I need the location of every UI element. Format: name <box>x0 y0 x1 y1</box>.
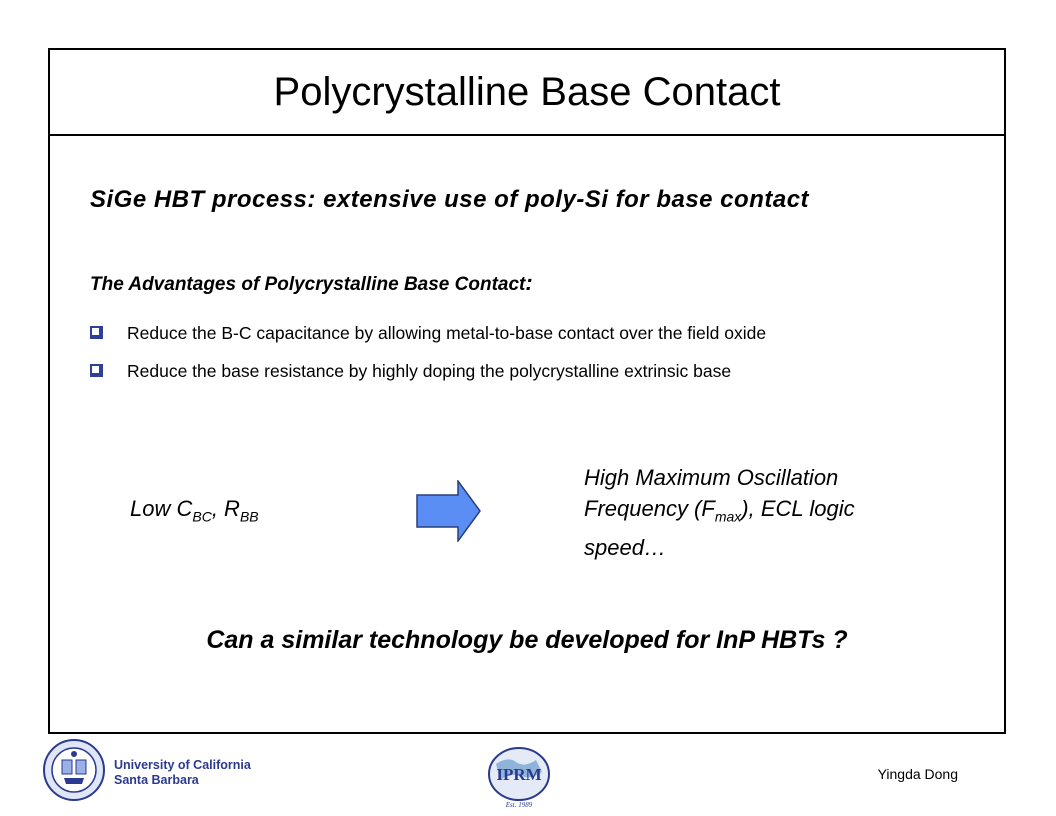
low-c-text: Low C <box>130 496 193 521</box>
right-arrow-icon <box>416 480 482 542</box>
title-bar <box>50 50 1004 136</box>
c-subscript: BC <box>192 508 212 525</box>
bullet-text: Reduce the B-C capacitance by allowing metal-to-base contact over the field oxide <box>127 323 767 343</box>
ecl-text: ), ECL logic <box>741 496 855 521</box>
r-subscript: BB <box>239 508 259 525</box>
iprm-est-text: Est. 1989 <box>505 801 533 809</box>
iprm-logo-text: IPRM <box>496 765 542 784</box>
slide-subtitle: SiGe HBT process: extensive use of poly-Si for base contact <box>90 186 810 213</box>
square-bullet-icon <box>90 326 103 339</box>
advantages-heading-colon: : <box>525 270 533 295</box>
advantages-list <box>90 318 990 394</box>
author-name: Yingda Dong <box>877 766 958 782</box>
university-name <box>114 758 251 788</box>
university-line-1: University of California <box>114 758 251 772</box>
list-item <box>90 318 990 348</box>
high-line-1: High Maximum Oscillation <box>584 465 839 490</box>
list-item <box>90 356 990 386</box>
high-line-2 <box>584 493 944 532</box>
bullet-text: Reduce the base resistance by highly doping the polycrystalline extrinsic base <box>127 361 732 381</box>
slide-title: Polycrystalline Base Contact <box>273 69 781 114</box>
advantages-heading <box>90 270 533 296</box>
university-line-2: Santa Barbara <box>114 773 199 787</box>
slide-frame <box>48 48 1006 734</box>
ucsb-footer <box>42 738 251 802</box>
advantages-heading-text: The Advantages of Polycrystalline Base Contact <box>90 274 526 295</box>
square-bullet-icon <box>90 364 103 377</box>
r-text: , R <box>211 496 240 521</box>
low-c-r-label <box>130 496 259 524</box>
ucsb-seal-logo <box>42 738 106 802</box>
closing-question: Can a similar technology be developed for InP HBTs ? <box>206 626 848 654</box>
high-line-3: speed… <box>584 535 666 561</box>
freq-text: Frequency (F <box>584 496 715 521</box>
iprm-globe-logo <box>486 746 552 810</box>
fmax-subscript: max <box>714 508 742 525</box>
high-fmax-label <box>584 462 944 563</box>
